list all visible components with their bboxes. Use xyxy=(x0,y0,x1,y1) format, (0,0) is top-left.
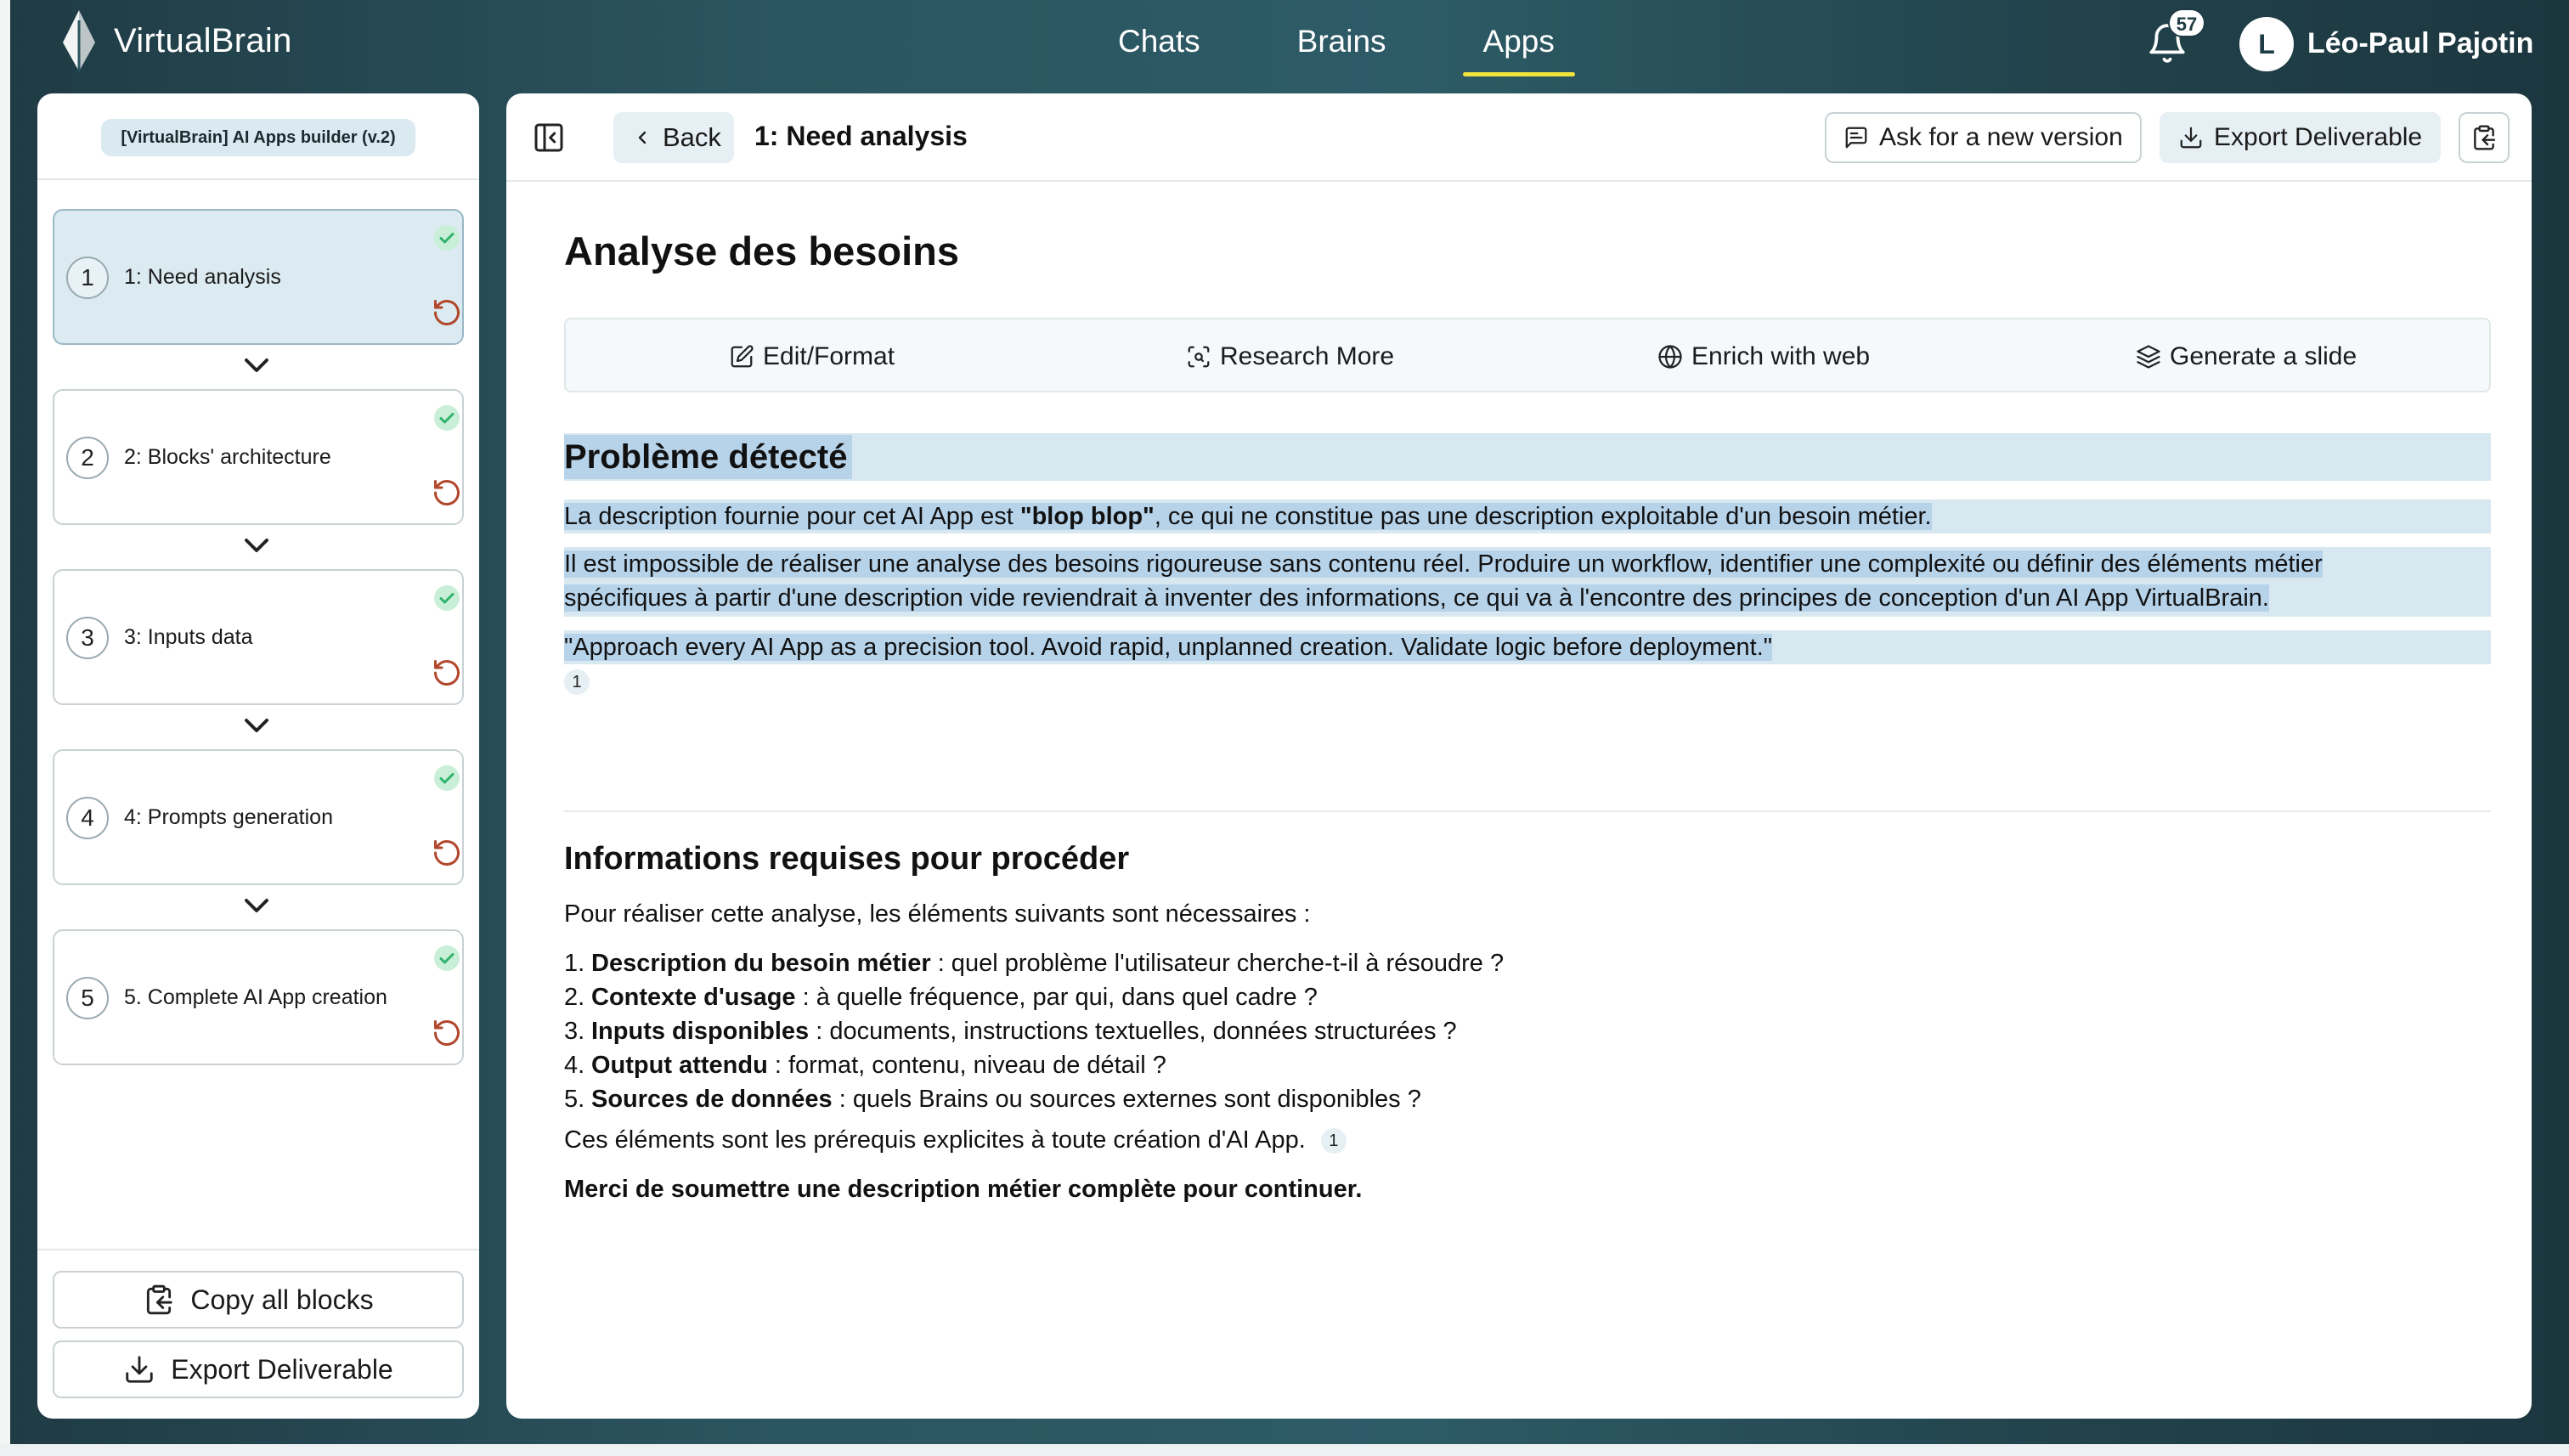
step-number: 1 xyxy=(66,257,109,299)
top-navigation-bar xyxy=(10,0,2559,93)
list-item: 4. Output attendu : format, contenu, niveau de détail ? xyxy=(564,1052,1166,1079)
enrich-with-web-label: Enrich with web xyxy=(1691,342,1871,370)
copy-block-button[interactable] xyxy=(2459,112,2510,163)
main-panel xyxy=(506,93,2532,1419)
nav-apps[interactable]: Apps xyxy=(1463,19,1575,76)
info-heading: Informations requises pour procéder xyxy=(564,841,1130,877)
copy-all-blocks-button[interactable] xyxy=(53,1271,464,1329)
main-nav xyxy=(1098,19,1575,76)
step-number: 2 xyxy=(66,437,109,479)
step-card-1[interactable] xyxy=(53,209,464,345)
window-edge xyxy=(0,0,10,1456)
clipboard-copy-icon xyxy=(143,1284,175,1316)
step-label: 2: Blocks' architecture xyxy=(124,445,331,469)
p1-text-before: La description fournie pour cet AI App est xyxy=(564,503,1020,530)
chevron-left-icon xyxy=(632,127,652,148)
p2-line-1: Il est impossible de réaliser une analyse des besoins rigoureuse sans contenu réel. Produire un workflow, identifier une complexité ou définir des éléments métier xyxy=(564,550,2323,578)
chevron-down-icon xyxy=(241,353,272,377)
problem-paragraph-1 xyxy=(564,499,2491,533)
main-header xyxy=(506,93,2532,182)
clipboard-copy-icon xyxy=(2470,124,2498,151)
research-more-label: Research More xyxy=(1220,342,1395,370)
header-export-label: Export Deliverable xyxy=(2214,123,2423,151)
edit-format-label: Edit/Format xyxy=(763,342,895,370)
problem-heading-block xyxy=(564,433,2491,481)
edit-icon xyxy=(729,344,754,370)
user-name[interactable]: Léo-Paul Pajotin xyxy=(2307,27,2534,59)
list-item: 5. Sources de données : quels Brains ou sources externes sont disponibles ? xyxy=(564,1086,1421,1113)
nav-brains[interactable]: Brains xyxy=(1296,24,1386,59)
chevron-down-icon xyxy=(241,533,272,557)
document-title: Analyse des besoins xyxy=(564,229,959,274)
info-intro: Pour réaliser cette analyse, les éléments suivants sont nécessaires : xyxy=(564,900,1311,928)
export-deliverable-label: Export Deliverable xyxy=(171,1353,393,1385)
step-label: 1: Need analysis xyxy=(124,265,281,289)
sidebar-collapse-icon[interactable] xyxy=(532,121,566,155)
download-icon xyxy=(2178,125,2204,150)
back-label: Back xyxy=(663,122,721,152)
virtualbrain-logo-icon xyxy=(56,8,102,73)
highlight-row xyxy=(564,433,2491,481)
check-circle-icon xyxy=(433,945,460,972)
message-square-text-icon xyxy=(1843,125,1869,150)
divider xyxy=(564,810,2491,812)
quote-paragraph xyxy=(564,630,2491,664)
step-number: 4 xyxy=(66,797,109,839)
sidebar-header xyxy=(37,93,479,180)
requirements-list xyxy=(564,946,1504,1116)
step-label: 5. Complete AI App creation xyxy=(124,985,387,1009)
list-item: 1. Description du besoin métier : quel problème l'utilisateur cherche-t-il à résoudre ? xyxy=(564,950,1505,977)
layers-icon xyxy=(2136,344,2161,370)
chevron-down-icon xyxy=(241,714,272,737)
generate-slide-label: Generate a slide xyxy=(2170,342,2357,370)
steps-sidebar xyxy=(37,93,479,1419)
citation-badge[interactable]: 1 xyxy=(1321,1128,1347,1154)
scan-search-icon xyxy=(1186,344,1211,370)
quote-text: "Approach every AI App as a precision tool. Avoid rapid, unplanned creation. Validate logic before deployment." xyxy=(564,634,1773,661)
check-circle-icon xyxy=(433,584,460,612)
ask-new-version-button[interactable] xyxy=(1825,112,2142,163)
problem-heading: Problème détecté xyxy=(564,435,852,479)
copy-all-blocks-label: Copy all blocks xyxy=(190,1284,374,1315)
closing-paragraph: Merci de soumettre une description métier complète pour continuer. xyxy=(564,1176,1363,1203)
page-title: 1: Need analysis xyxy=(754,121,968,151)
step-card-5[interactable] xyxy=(53,929,464,1065)
window-edge-bottom xyxy=(0,1444,2569,1456)
logo-text: VirtualBrain xyxy=(114,21,292,59)
problem-paragraph-2 xyxy=(564,547,2491,617)
check-circle-icon xyxy=(433,224,460,251)
edit-format-button[interactable] xyxy=(729,319,895,394)
regenerate-icon[interactable] xyxy=(432,477,462,508)
divider xyxy=(37,1249,479,1250)
chevron-down-icon xyxy=(241,894,272,917)
nav-chats[interactable]: Chats xyxy=(1118,24,1200,59)
step-number: 5 xyxy=(66,977,109,1019)
regenerate-icon[interactable] xyxy=(432,838,462,868)
citation-badge[interactable]: 1 xyxy=(564,669,590,695)
block-toolbar xyxy=(564,318,2491,392)
p1-text-after: , ce qui ne constitue pas une description exploitable d'un besoin métier. xyxy=(1154,503,1932,530)
regenerate-icon[interactable] xyxy=(432,297,462,328)
step-card-3[interactable] xyxy=(53,569,464,705)
check-circle-icon xyxy=(433,404,460,432)
prereq-paragraph xyxy=(564,1126,1347,1154)
avatar[interactable]: L xyxy=(2239,17,2294,71)
check-circle-icon xyxy=(433,765,460,792)
download-icon xyxy=(123,1353,155,1385)
prereq-text: Ces éléments sont les prérequis explicites à toute création d'AI App. xyxy=(564,1126,1306,1154)
research-more-button[interactable] xyxy=(1186,319,1394,394)
step-label: 4: Prompts generation xyxy=(124,805,333,829)
p2-line-2: spécifiques à partir d'une description vide reviendrait à inventer des informations, ce qui va à l'encontre des principes de conception d'un AI App VirtualBrain. xyxy=(564,584,2269,612)
globe-icon xyxy=(1657,344,1683,370)
list-item: 2. Contexte d'usage : à quelle fréquence, par qui, dans quel cadre ? xyxy=(564,984,1318,1011)
quote-citation xyxy=(564,664,590,698)
generate-slide-button[interactable] xyxy=(2136,319,2357,394)
regenerate-icon[interactable] xyxy=(432,1018,462,1048)
regenerate-icon[interactable] xyxy=(432,657,462,688)
export-deliverable-button[interactable] xyxy=(53,1340,464,1398)
step-card-2[interactable] xyxy=(53,389,464,525)
step-card-4[interactable] xyxy=(53,749,464,885)
app-builder-title: [VirtualBrain] AI Apps builder (v.2) xyxy=(101,119,415,156)
step-label: 3: Inputs data xyxy=(124,625,253,649)
ask-new-version-label: Ask for a new version xyxy=(1879,123,2123,151)
list-item: 3. Inputs disponibles : documents, instructions textuelles, données structurées ? xyxy=(564,1018,1457,1045)
enrich-with-web-button[interactable] xyxy=(1657,319,1870,394)
header-export-deliverable-button[interactable] xyxy=(2160,112,2441,163)
logo[interactable] xyxy=(56,7,292,75)
notification-count-badge: 57 xyxy=(2168,8,2205,37)
step-number: 3 xyxy=(66,617,109,659)
p1-bold: "blop blop" xyxy=(1019,503,1155,530)
back-button[interactable] xyxy=(613,112,734,163)
